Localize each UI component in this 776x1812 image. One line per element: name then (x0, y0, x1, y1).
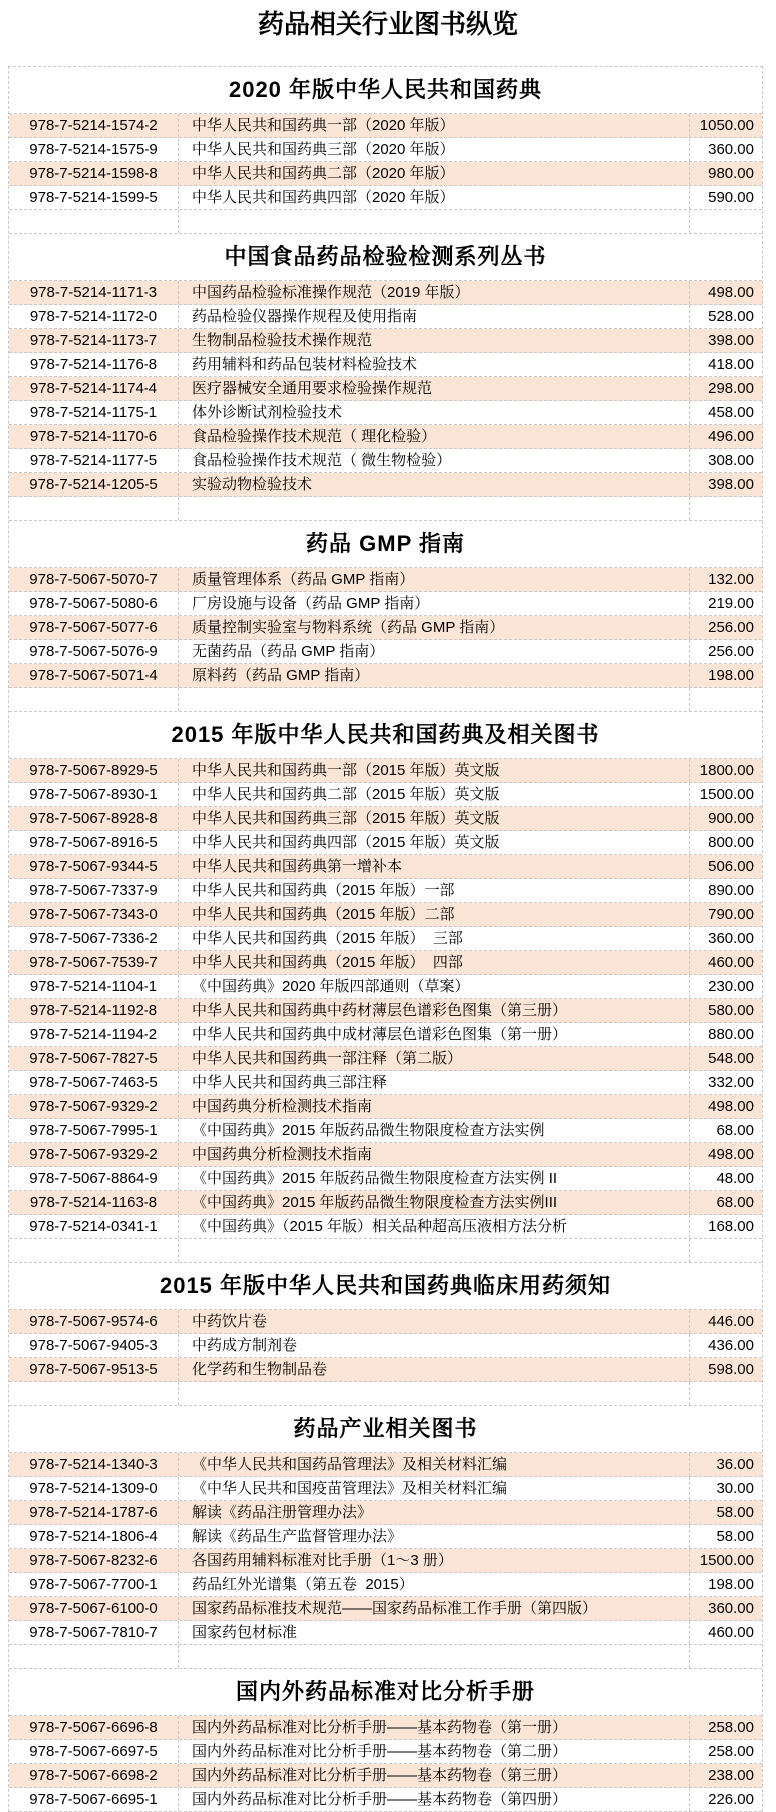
isbn-cell (9, 1382, 179, 1405)
price-cell: 790.00 (708, 906, 754, 923)
price-cell: 58.00 (716, 1504, 754, 1521)
price-cell: 498.00 (708, 1146, 754, 1163)
table-row (9, 592, 762, 616)
book-title-cell: 中华人民共和国药典一部注释（第二版） (179, 1047, 690, 1070)
isbn-cell: 978-7-5214-1170-6 (9, 425, 179, 448)
book-title-cell: 中华人民共和国药典一部（2015 年版）英文版 (179, 759, 690, 782)
table-row (9, 975, 762, 999)
price-cell: 58.00 (716, 1528, 754, 1545)
table-row (9, 879, 762, 903)
isbn-cell: 978-7-5067-7827-5 (9, 1047, 179, 1070)
spacer-row (9, 1645, 762, 1669)
book-section (9, 1263, 762, 1406)
table-row (9, 759, 762, 783)
book-title-cell: 国内外药品标准对比分析手册——基本药物卷（第三册） (179, 1764, 690, 1787)
isbn-cell: 978-7-5214-1171-3 (9, 281, 179, 304)
section-header-label: 药品 GMP 指南 (306, 531, 465, 556)
book-title-cell: 中华人民共和国药典四部（2015 年版）英文版 (179, 831, 690, 854)
section-rows (9, 1453, 762, 1669)
price-cell: 880.00 (708, 1026, 754, 1043)
section-rows (9, 114, 762, 234)
price-cell (690, 1239, 762, 1262)
table-row (9, 1310, 762, 1334)
isbn-cell: 978-7-5214-1175-1 (9, 401, 179, 424)
book-title-cell: 国内外药品标准对比分析手册——基本药物卷（第四册） (179, 1788, 690, 1811)
spacer-row (9, 1382, 762, 1406)
book-title-cell: 《中国药典》2015 年版药品微生物限度检查方法实例 (179, 1119, 690, 1142)
isbn-cell: 978-7-5067-7539-7 (9, 951, 179, 974)
table-row (9, 783, 762, 807)
table-row (9, 1023, 762, 1047)
price-cell (690, 497, 762, 520)
isbn-cell (9, 688, 179, 711)
price-cell: 528.00 (708, 308, 754, 325)
book-title-cell: 国内外药品标准对比分析手册——基本药物卷（第二册） (179, 1740, 690, 1763)
isbn-cell: 978-7-5214-1174-4 (9, 377, 179, 400)
isbn-cell: 978-7-5214-1575-9 (9, 138, 179, 161)
section-header-label: 中国食品药品检验检测系列丛书 (224, 244, 547, 269)
book-title-cell: 中华人民共和国药典三部（2015 年版）英文版 (179, 807, 690, 830)
table-row (9, 831, 762, 855)
table-row (9, 1573, 762, 1597)
price-cell: 1050.00 (699, 117, 754, 134)
isbn-cell: 978-7-5067-9329-2 (9, 1095, 179, 1118)
table-row (9, 999, 762, 1023)
book-title-cell: 中国药典分析检测技术指南 (179, 1143, 690, 1166)
price-cell: 506.00 (708, 858, 754, 875)
table-row (9, 1740, 762, 1764)
page-title: 药品相关行业图书纵览 (257, 10, 518, 40)
table-row (9, 1191, 762, 1215)
table-row (9, 1716, 762, 1740)
price-cell: 219.00 (708, 595, 754, 612)
price-cell: 1800.00 (699, 762, 754, 779)
price-cell: 418.00 (708, 356, 754, 373)
table-row (9, 1358, 762, 1382)
isbn-cell: 978-7-5067-9405-3 (9, 1334, 179, 1357)
section-rows (9, 1310, 762, 1406)
section-header (9, 712, 762, 759)
book-title-cell: 药品红外光谱集（第五卷 2015） (179, 1573, 690, 1596)
book-title-cell: 国内外药品标准对比分析手册——基本药物卷（第一册） (179, 1716, 690, 1739)
book-title-cell: 解读《药品注册管理办法》 (179, 1501, 690, 1524)
section-rows (9, 1716, 762, 1812)
price-cell: 256.00 (708, 643, 754, 660)
price-cell (690, 1645, 762, 1668)
isbn-cell (9, 1645, 179, 1668)
isbn-cell: 978-7-5067-7810-7 (9, 1621, 179, 1644)
table-row (9, 807, 762, 831)
book-title-cell: 中华人民共和国药典二部（2015 年版）英文版 (179, 783, 690, 806)
spacer-row (9, 497, 762, 521)
book-title-cell: 中华人民共和国药典（2015 年版）二部 (179, 903, 690, 926)
table-row (9, 1047, 762, 1071)
price-cell: 980.00 (708, 165, 754, 182)
book-title-cell: 中华人民共和国药典中成材薄层色谱彩色图集（第一册） (179, 1023, 690, 1046)
isbn-cell: 978-7-5067-8929-5 (9, 759, 179, 782)
price-cell: 68.00 (716, 1122, 754, 1139)
isbn-cell: 978-7-5067-8232-6 (9, 1549, 179, 1572)
price-cell: 446.00 (708, 1313, 754, 1330)
price-cell: 498.00 (708, 1098, 754, 1115)
book-title-cell: 《中华人民共和国药品管理法》及相关材料汇编 (179, 1453, 690, 1476)
isbn-cell: 978-7-5214-0341-1 (9, 1215, 179, 1238)
section-header (9, 234, 762, 281)
price-cell: 890.00 (708, 882, 754, 899)
price-cell: 398.00 (708, 332, 754, 349)
table-row (9, 377, 762, 401)
book-title-cell: 医疗器械安全通用要求检验操作规范 (179, 377, 690, 400)
book-title-cell: 药品检验仪器操作规程及使用指南 (179, 305, 690, 328)
book-title-cell (179, 1382, 690, 1405)
table-row (9, 1453, 762, 1477)
isbn-cell: 978-7-5067-7463-5 (9, 1071, 179, 1094)
table-row (9, 1167, 762, 1191)
book-title-cell: 《中国药典》（2015 年版）相关品种超高压液相方法分析 (179, 1215, 690, 1238)
book-title-cell: 厂房设施与设备（药品 GMP 指南） (179, 592, 690, 615)
book-title-cell: 中华人民共和国药典（2015 年版） 三部 (179, 927, 690, 950)
book-title-cell: 生物制品检验技术操作规范 (179, 329, 690, 352)
price-cell: 332.00 (708, 1074, 754, 1091)
price-cell: 460.00 (708, 1624, 754, 1641)
book-title-cell (179, 210, 690, 233)
table-row (9, 401, 762, 425)
book-section (9, 712, 762, 1263)
book-section (9, 234, 762, 521)
table-row (9, 114, 762, 138)
book-title-cell: 《中国药典》2020 年版四部通则（草案） (179, 975, 690, 998)
section-rows (9, 281, 762, 521)
table-row (9, 1764, 762, 1788)
book-title-cell: 中华人民共和国药典中药材薄层色谱彩色图集（第三册） (179, 999, 690, 1022)
isbn-cell: 978-7-5214-1172-0 (9, 305, 179, 328)
book-title-cell: 实验动物检验技术 (179, 473, 690, 496)
isbn-cell: 978-7-5067-6697-5 (9, 1740, 179, 1763)
isbn-cell: 978-7-5214-1806-4 (9, 1525, 179, 1548)
price-cell: 436.00 (708, 1337, 754, 1354)
book-title-cell: 中华人民共和国药典三部（2020 年版） (179, 138, 690, 161)
price-cell: 226.00 (708, 1791, 754, 1808)
price-cell: 360.00 (708, 930, 754, 947)
price-cell: 548.00 (708, 1050, 754, 1067)
book-section (9, 1669, 762, 1812)
isbn-cell: 978-7-5067-7336-2 (9, 927, 179, 950)
section-header (9, 1263, 762, 1310)
isbn-cell: 978-7-5067-8928-8 (9, 807, 179, 830)
isbn-cell: 978-7-5214-1194-2 (9, 1023, 179, 1046)
book-title-cell: 化学药和生物制品卷 (179, 1358, 690, 1381)
isbn-cell: 978-7-5067-6695-1 (9, 1788, 179, 1811)
table-row (9, 1095, 762, 1119)
isbn-cell: 978-7-5214-1599-5 (9, 186, 179, 209)
price-cell: 238.00 (708, 1767, 754, 1784)
price-cell (690, 1382, 762, 1405)
isbn-cell: 978-7-5214-1574-2 (9, 114, 179, 137)
book-title-cell: 中药饮片卷 (179, 1310, 690, 1333)
table-row (9, 353, 762, 377)
isbn-cell: 978-7-5214-1598-8 (9, 162, 179, 185)
table-row (9, 1501, 762, 1525)
price-cell: 36.00 (716, 1456, 754, 1473)
price-cell: 68.00 (716, 1194, 754, 1211)
price-cell: 800.00 (708, 834, 754, 851)
spacer-row (9, 1239, 762, 1263)
book-title-cell: 中华人民共和国药典四部（2020 年版） (179, 186, 690, 209)
isbn-cell: 978-7-5067-7700-1 (9, 1573, 179, 1596)
section-rows (9, 568, 762, 712)
isbn-cell (9, 497, 179, 520)
book-title-cell: 体外诊断试剂检验技术 (179, 401, 690, 424)
table-row (9, 1525, 762, 1549)
table-row (9, 1334, 762, 1358)
table-row (9, 1597, 762, 1621)
book-title-cell: 中药成方制剂卷 (179, 1334, 690, 1357)
isbn-cell (9, 210, 179, 233)
book-title-cell: 中华人民共和国药典（2015 年版）一部 (179, 879, 690, 902)
isbn-cell: 978-7-5067-5077-6 (9, 616, 179, 639)
price-cell: 360.00 (708, 141, 754, 158)
price-cell (690, 210, 762, 233)
price-cell: 48.00 (716, 1170, 754, 1187)
price-cell (690, 688, 762, 711)
book-title-cell (179, 1239, 690, 1262)
book-title-cell: 食品检验操作技术规范（ 微生物检验） (179, 449, 690, 472)
price-cell: 132.00 (708, 571, 754, 588)
price-cell: 580.00 (708, 1002, 754, 1019)
price-cell: 598.00 (708, 1361, 754, 1378)
isbn-cell: 978-7-5067-9344-5 (9, 855, 179, 878)
book-title-cell: 中国药典分析检测技术指南 (179, 1095, 690, 1118)
book-title-cell (179, 1645, 690, 1668)
table-row (9, 1071, 762, 1095)
isbn-cell: 978-7-5067-9329-2 (9, 1143, 179, 1166)
table-row (9, 449, 762, 473)
section-header (9, 1406, 762, 1453)
table-row (9, 186, 762, 210)
book-title-cell: 《中国药典》2015 年版药品微生物限度检查方法实例III (179, 1191, 690, 1214)
isbn-cell: 978-7-5067-8930-1 (9, 783, 179, 806)
isbn-cell: 978-7-5214-1177-5 (9, 449, 179, 472)
table-row (9, 281, 762, 305)
table-row (9, 855, 762, 879)
book-title-cell: 中华人民共和国药典三部注释 (179, 1071, 690, 1094)
book-title-cell: 质量控制实验室与物料系统（药品 GMP 指南） (179, 616, 690, 639)
section-rows (9, 759, 762, 1263)
price-cell: 360.00 (708, 1600, 754, 1617)
table-row (9, 329, 762, 353)
price-cell: 900.00 (708, 810, 754, 827)
isbn-cell: 978-7-5067-7343-0 (9, 903, 179, 926)
table-row (9, 473, 762, 497)
isbn-cell: 978-7-5067-5080-6 (9, 592, 179, 615)
book-title-cell: 中华人民共和国药典二部（2020 年版） (179, 162, 690, 185)
book-title-cell: 《中国药典》2015 年版药品微生物限度检查方法实例 II (179, 1167, 690, 1190)
table-row (9, 903, 762, 927)
isbn-cell: 978-7-5214-1173-7 (9, 329, 179, 352)
price-cell: 30.00 (716, 1480, 754, 1497)
book-title-cell: 质量管理体系（药品 GMP 指南） (179, 568, 690, 591)
price-cell: 298.00 (708, 380, 754, 397)
table-row (9, 927, 762, 951)
spacer-row (9, 688, 762, 712)
table-row (9, 1119, 762, 1143)
isbn-cell: 978-7-5067-5070-7 (9, 568, 179, 591)
isbn-cell (9, 1239, 179, 1262)
price-cell: 1500.00 (699, 786, 754, 803)
book-title-cell (179, 497, 690, 520)
price-cell: 398.00 (708, 476, 754, 493)
isbn-cell: 978-7-5214-1787-6 (9, 1501, 179, 1524)
table-row (9, 1788, 762, 1812)
price-cell: 258.00 (708, 1743, 754, 1760)
isbn-cell: 978-7-5214-1192-8 (9, 999, 179, 1022)
isbn-cell: 978-7-5067-9574-6 (9, 1310, 179, 1333)
price-cell: 258.00 (708, 1719, 754, 1736)
section-header-label: 2020 年版中华人民共和国药典 (228, 77, 543, 102)
book-title-cell: 无菌药品（药品 GMP 指南） (179, 640, 690, 663)
isbn-cell: 978-7-5214-1104-1 (9, 975, 179, 998)
book-title-cell: 食品检验操作技术规范（ 理化检验） (179, 425, 690, 448)
book-title-cell: 中华人民共和国药典（2015 年版） 四部 (179, 951, 690, 974)
section-header-label: 2015 年版中华人民共和国药典及相关图书 (171, 722, 600, 747)
table-row (9, 1215, 762, 1239)
book-title-cell: 中国药品检验标准操作规范（2019 年版） (179, 281, 690, 304)
table-row (9, 162, 762, 186)
book-table (8, 66, 763, 1812)
section-header (9, 67, 762, 114)
book-title-cell: 解读《药品生产监督管理办法》 (179, 1525, 690, 1548)
price-cell: 460.00 (708, 954, 754, 971)
table-row (9, 640, 762, 664)
table-row (9, 951, 762, 975)
table-row (9, 1143, 762, 1167)
book-section (9, 67, 762, 234)
isbn-cell: 978-7-5214-1340-3 (9, 1453, 179, 1476)
section-header-label: 国内外药品标准对比分析手册 (235, 1679, 535, 1704)
book-title-cell: 药用辅料和药品包装材料检验技术 (179, 353, 690, 376)
table-row (9, 1621, 762, 1645)
section-header-label: 2015 年版中华人民共和国药典临床用药须知 (159, 1273, 612, 1298)
section-header (9, 521, 762, 568)
table-row (9, 664, 762, 688)
isbn-cell: 978-7-5067-8916-5 (9, 831, 179, 854)
isbn-cell: 978-7-5067-9513-5 (9, 1358, 179, 1381)
price-cell: 230.00 (708, 978, 754, 995)
price-cell: 168.00 (708, 1218, 754, 1235)
book-title-cell (179, 688, 690, 711)
book-title-cell: 各国药用辅料标准对比手册（1～3 册） (179, 1549, 690, 1572)
isbn-cell: 978-7-5067-6698-2 (9, 1764, 179, 1787)
isbn-cell: 978-7-5214-1309-0 (9, 1477, 179, 1500)
book-title-cell: 《中华人民共和国疫苗管理法》及相关材料汇编 (179, 1477, 690, 1500)
table-row (9, 425, 762, 449)
table-row (9, 568, 762, 592)
price-cell: 496.00 (708, 428, 754, 445)
spacer-row (9, 210, 762, 234)
isbn-cell: 978-7-5214-1176-8 (9, 353, 179, 376)
table-row (9, 616, 762, 640)
isbn-cell: 978-7-5067-5076-9 (9, 640, 179, 663)
price-cell: 590.00 (708, 189, 754, 206)
price-cell: 498.00 (708, 284, 754, 301)
isbn-cell: 978-7-5214-1205-5 (9, 473, 179, 496)
book-title-cell: 原料药（药品 GMP 指南） (179, 664, 690, 687)
book-title-cell: 国家药品标准技术规范——国家药品标准工作手册（第四版） (179, 1597, 690, 1620)
book-section (9, 521, 762, 712)
table-row (9, 1549, 762, 1573)
section-header (9, 1669, 762, 1716)
price-cell: 1500.00 (699, 1552, 754, 1569)
isbn-cell: 978-7-5214-1163-8 (9, 1191, 179, 1214)
price-cell: 256.00 (708, 619, 754, 636)
isbn-cell: 978-7-5067-8864-9 (9, 1167, 179, 1190)
price-cell: 198.00 (708, 667, 754, 684)
book-title-cell: 中华人民共和国药典第一增补本 (179, 855, 690, 878)
isbn-cell: 978-7-5067-7337-9 (9, 879, 179, 902)
book-section (9, 1406, 762, 1669)
price-cell: 308.00 (708, 452, 754, 469)
isbn-cell: 978-7-5067-5071-4 (9, 664, 179, 687)
book-title-cell: 中华人民共和国药典一部（2020 年版） (179, 114, 690, 137)
book-title-cell: 国家药包材标准 (179, 1621, 690, 1644)
price-cell: 198.00 (708, 1576, 754, 1593)
isbn-cell: 978-7-5067-6696-8 (9, 1716, 179, 1739)
price-cell: 458.00 (708, 404, 754, 421)
isbn-cell: 978-7-5067-6100-0 (9, 1597, 179, 1620)
isbn-cell: 978-7-5067-7995-1 (9, 1119, 179, 1142)
table-row (9, 138, 762, 162)
table-row (9, 305, 762, 329)
table-row (9, 1477, 762, 1501)
section-header-label: 药品产业相关图书 (293, 1416, 478, 1441)
